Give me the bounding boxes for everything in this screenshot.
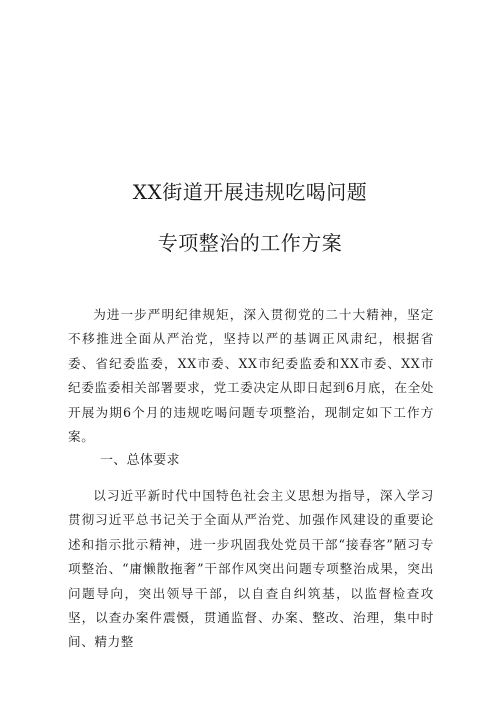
document-title-line-2: 专项整治的工作方案 [157,231,343,255]
section-heading-general-requirements: 一、总体要求 [100,453,180,468]
document-title-line-1: XX街道开展违规吃喝问题 [132,180,368,204]
intro-paragraph: 为进一步严明纪律规矩，深入贯彻党的二十大精神，坚定不移推进全面从严治党，坚持以严的基调正风肃纪，根据省委、省纪委监委，XX市委、XX市纪委监委和XX市委、XX市纪委监委相关部署要求，党工委决定从即日起到6月底，在全处开展为期6个月的违规吃喝问题专项整治，现制定如下工作方案。 [68,307,434,445]
section-1-paragraph: 以习近平新时代中国特色社会主义思想为指导，深入学习贯彻习近平总书记关于全面从严治党、加强作风建设的重要论述和指示批示精神，进一步巩固我处党员干部“接春客”陋习专项整治、“庸懒散拖奢”干部作风突出问题专项整治成果，突出问题导向，突出领导干部，以自查自纠筑基，以监督检查攻坚，以查办案件震慑，贯通监督、办案、整改、治理，集中时间、精力整 [68,488,434,650]
